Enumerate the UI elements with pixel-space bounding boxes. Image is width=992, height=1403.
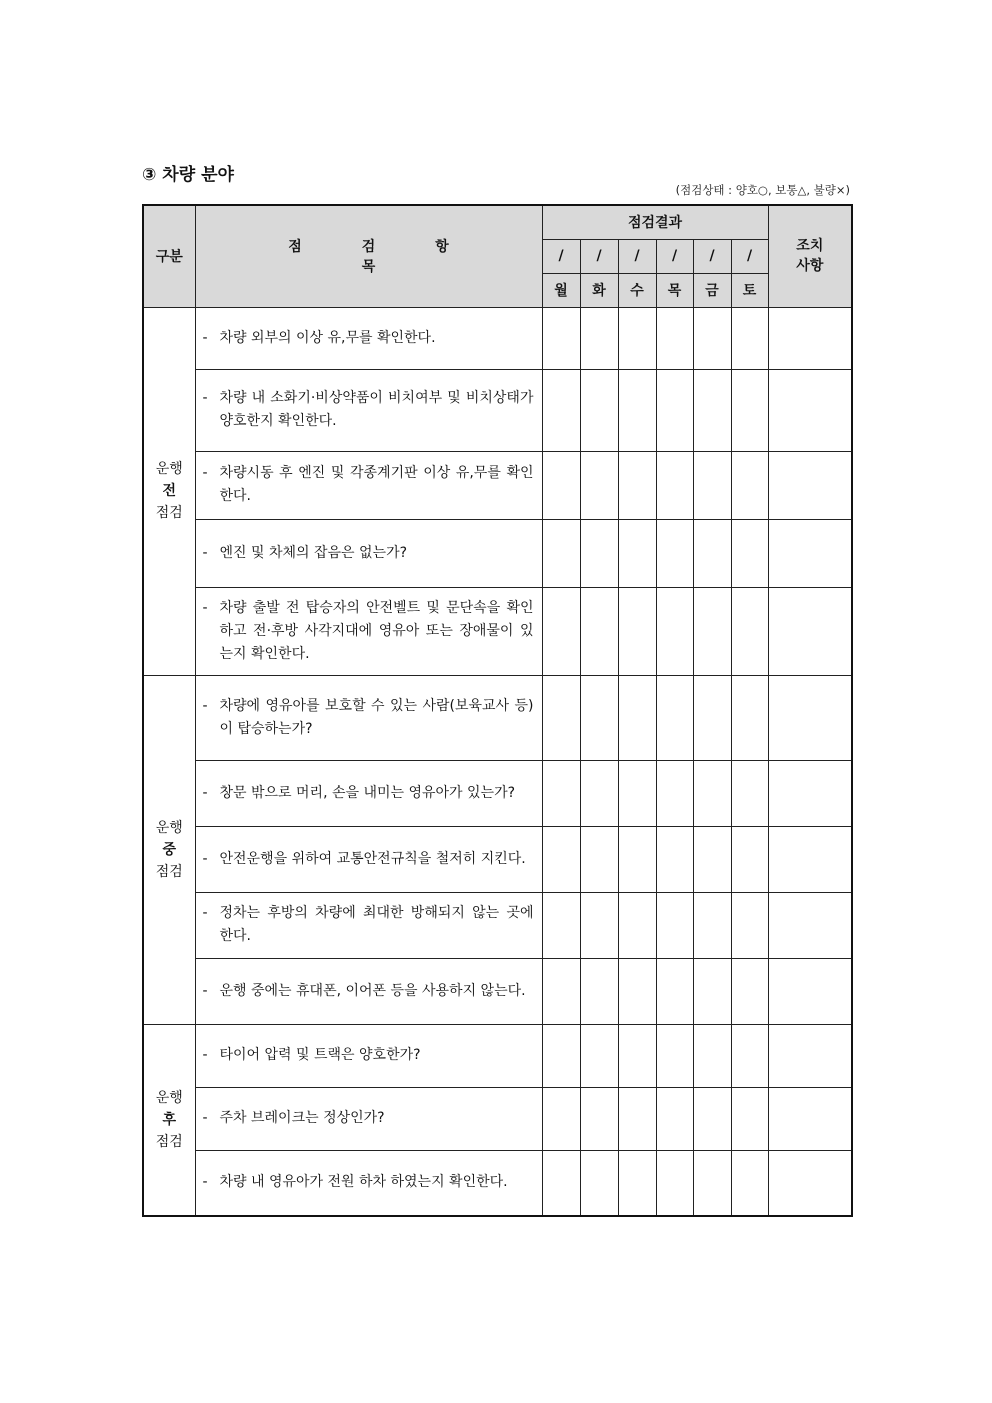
category-during-driving bbox=[143, 675, 195, 1024]
action-cell[interactable] bbox=[768, 307, 852, 369]
item-bullet: - bbox=[202, 390, 208, 406]
action-cell[interactable] bbox=[768, 1150, 852, 1216]
check-item bbox=[195, 587, 542, 675]
result-cell-sat[interactable] bbox=[731, 826, 768, 892]
result-cell-fri[interactable] bbox=[693, 519, 731, 587]
check-item bbox=[195, 892, 542, 958]
table-row bbox=[143, 519, 852, 587]
result-cell-mon[interactable] bbox=[542, 587, 580, 675]
result-cell-sat[interactable] bbox=[731, 675, 768, 760]
check-item bbox=[195, 675, 542, 760]
result-cell-fri[interactable] bbox=[693, 675, 731, 760]
check-item bbox=[195, 958, 542, 1024]
table-row bbox=[143, 760, 852, 826]
action-cell[interactable] bbox=[768, 826, 852, 892]
item-text: 차량 내 소화기·비상약품이 비치여부 및 비치상태가 양호한지 확인한다. bbox=[219, 390, 534, 429]
result-cell-sat[interactable] bbox=[731, 587, 768, 675]
result-cell-sat[interactable] bbox=[731, 307, 768, 369]
result-cell-sat[interactable] bbox=[731, 451, 768, 519]
result-cell-sat[interactable] bbox=[731, 1024, 768, 1087]
item-text: 차량 출발 전 탑승자의 안전벨트 및 문단속을 확인하고 전·후방 사각지대에 영유아 또는 장애물이 있는지 확인한다. bbox=[219, 599, 534, 662]
item-text: 타이어 압력 및 트랙은 양호한가? bbox=[219, 1047, 421, 1063]
check-item bbox=[195, 760, 542, 826]
item-text: 엔진 및 차체의 잡음은 없는가? bbox=[219, 544, 408, 561]
result-cell-fri[interactable] bbox=[693, 1024, 731, 1087]
result-cell-thu[interactable] bbox=[656, 760, 693, 826]
result-cell-sat[interactable] bbox=[731, 369, 768, 451]
result-cell-thu[interactable] bbox=[656, 826, 693, 892]
result-cell-mon[interactable] bbox=[542, 826, 580, 892]
action-cell[interactable] bbox=[768, 892, 852, 958]
item-bullet: - bbox=[202, 329, 208, 346]
result-cell-tue[interactable] bbox=[580, 1024, 618, 1087]
item-text: 차량시동 후 엔진 및 각종계기판 이상 유,무를 확인한다. bbox=[219, 465, 534, 504]
action-cell[interactable] bbox=[768, 451, 852, 519]
result-cell-thu[interactable] bbox=[656, 958, 693, 1024]
result-cell-thu[interactable] bbox=[656, 307, 693, 369]
date-cell-sat[interactable]: / bbox=[731, 239, 768, 273]
result-cell-fri[interactable] bbox=[693, 826, 731, 892]
category-label-mid: 중 bbox=[162, 841, 177, 858]
category-label-mid: 후 bbox=[162, 1111, 177, 1128]
table-row bbox=[143, 826, 852, 892]
result-cell-wed[interactable] bbox=[618, 760, 656, 826]
vehicle-checklist-table bbox=[142, 204, 853, 1217]
action-cell[interactable] bbox=[768, 1087, 852, 1150]
result-cell-wed[interactable] bbox=[618, 519, 656, 587]
item-bullet: - bbox=[202, 599, 208, 616]
result-cell-sat[interactable] bbox=[731, 519, 768, 587]
header-action-line1: 조치 bbox=[796, 238, 824, 255]
table-row bbox=[143, 958, 852, 1024]
result-cell-fri[interactable] bbox=[693, 892, 731, 958]
category-label-top: 운행 bbox=[155, 461, 183, 477]
result-cell-fri[interactable] bbox=[693, 1150, 731, 1216]
day-fri: 금 bbox=[693, 273, 731, 307]
item-bullet: - bbox=[202, 784, 208, 801]
result-cell-mon[interactable] bbox=[542, 675, 580, 760]
table-row bbox=[143, 675, 852, 760]
table-row bbox=[143, 451, 852, 519]
action-cell[interactable] bbox=[768, 369, 852, 451]
result-cell-wed[interactable] bbox=[618, 1024, 656, 1087]
day-mon: 월 bbox=[542, 273, 580, 307]
date-cell-tue[interactable]: / bbox=[580, 239, 618, 273]
day-sat: 토 bbox=[731, 273, 768, 307]
table-row bbox=[143, 369, 852, 451]
result-cell-tue[interactable] bbox=[580, 369, 618, 451]
result-cell-mon[interactable] bbox=[542, 307, 580, 369]
result-cell-wed[interactable] bbox=[618, 587, 656, 675]
result-cell-tue[interactable] bbox=[580, 760, 618, 826]
table-row bbox=[143, 1024, 852, 1087]
check-item bbox=[195, 1150, 542, 1216]
action-cell[interactable] bbox=[768, 1024, 852, 1087]
result-cell-wed[interactable] bbox=[618, 675, 656, 760]
item-text: 창문 밖으로 머리, 손을 내미는 영유아가 있는가? bbox=[219, 784, 516, 801]
check-item bbox=[195, 307, 542, 369]
category-label-bottom: 점검 bbox=[155, 1133, 183, 1150]
item-bullet: - bbox=[202, 1110, 208, 1126]
result-cell-mon[interactable] bbox=[542, 958, 580, 1024]
item-text: 차량 외부의 이상 유,무를 확인한다. bbox=[219, 329, 436, 346]
result-cell-mon[interactable] bbox=[542, 451, 580, 519]
day-thu: 목 bbox=[656, 273, 693, 307]
result-cell-sat[interactable] bbox=[731, 958, 768, 1024]
result-cell-tue[interactable] bbox=[580, 519, 618, 587]
result-cell-wed[interactable] bbox=[618, 892, 656, 958]
result-cell-wed[interactable] bbox=[618, 1150, 656, 1216]
category-label-bottom: 점검 bbox=[155, 863, 183, 880]
table-row bbox=[143, 1150, 852, 1216]
result-cell-tue[interactable] bbox=[580, 675, 618, 760]
result-cell-mon[interactable] bbox=[542, 1150, 580, 1216]
table-row bbox=[143, 587, 852, 675]
result-cell-wed[interactable] bbox=[618, 369, 656, 451]
category-before-driving bbox=[143, 307, 195, 675]
category-label-mid: 전 bbox=[162, 483, 177, 499]
result-cell-tue[interactable] bbox=[580, 892, 618, 958]
day-wed: 수 bbox=[618, 273, 656, 307]
item-bullet: - bbox=[202, 1047, 208, 1063]
result-cell-fri[interactable] bbox=[693, 451, 731, 519]
result-cell-mon[interactable] bbox=[542, 1087, 580, 1150]
header-action-line2: 사항 bbox=[796, 258, 824, 275]
category-label-bottom: 점검 bbox=[155, 505, 183, 521]
result-cell-thu[interactable] bbox=[656, 1087, 693, 1150]
item-bullet: - bbox=[202, 982, 208, 999]
item-bullet: - bbox=[202, 850, 208, 867]
status-legend: (점검상태 : 양호○, 보통△, 불량×) bbox=[675, 183, 850, 197]
day-tue: 화 bbox=[580, 273, 618, 307]
item-text: 차량 내 영유아가 전원 하차 하였는지 확인한다. bbox=[219, 1174, 508, 1191]
header-category: 구분 bbox=[143, 205, 195, 307]
date-cell-wed[interactable]: / bbox=[618, 239, 656, 273]
item-bullet: - bbox=[202, 905, 208, 921]
result-cell-mon[interactable] bbox=[542, 369, 580, 451]
action-cell[interactable] bbox=[768, 760, 852, 826]
result-cell-wed[interactable] bbox=[618, 1087, 656, 1150]
item-text: 주차 브레이크는 정상인가? bbox=[219, 1110, 385, 1126]
item-bullet: - bbox=[202, 697, 208, 714]
table-row bbox=[143, 307, 852, 369]
result-cell-tue[interactable] bbox=[580, 1150, 618, 1216]
result-cell-tue[interactable] bbox=[580, 587, 618, 675]
action-cell[interactable] bbox=[768, 675, 852, 760]
result-cell-thu[interactable] bbox=[656, 1150, 693, 1216]
check-item bbox=[195, 519, 542, 587]
result-cell-thu[interactable] bbox=[656, 892, 693, 958]
header-result: 점검결과 bbox=[542, 205, 768, 239]
check-item bbox=[195, 826, 542, 892]
date-cell-fri[interactable]: / bbox=[693, 239, 731, 273]
item-text: 정차는 후방의 차량에 최대한 방해되지 않는 곳에 한다. bbox=[219, 905, 534, 944]
item-bullet: - bbox=[202, 544, 208, 561]
date-cell-thu[interactable]: / bbox=[656, 239, 693, 273]
item-text: 안전운행을 위하여 교통안전규칙을 철저히 지킨다. bbox=[219, 850, 526, 867]
result-cell-fri[interactable] bbox=[693, 369, 731, 451]
result-cell-fri[interactable] bbox=[693, 1087, 731, 1150]
result-cell-tue[interactable] bbox=[580, 307, 618, 369]
result-cell-mon[interactable] bbox=[542, 519, 580, 587]
result-cell-thu[interactable] bbox=[656, 519, 693, 587]
result-cell-sat[interactable] bbox=[731, 892, 768, 958]
result-cell-thu[interactable] bbox=[656, 587, 693, 675]
item-bullet: - bbox=[202, 465, 208, 481]
category-after-driving bbox=[143, 1024, 195, 1216]
check-item bbox=[195, 1087, 542, 1150]
check-item bbox=[195, 1024, 542, 1087]
section-title: ③ 차량 분야 bbox=[142, 165, 234, 185]
item-bullet: - bbox=[202, 1174, 208, 1191]
check-item bbox=[195, 451, 542, 519]
action-cell[interactable] bbox=[768, 958, 852, 1024]
date-cell-mon[interactable]: / bbox=[542, 239, 580, 273]
table-row bbox=[143, 892, 852, 958]
action-cell[interactable] bbox=[768, 519, 852, 587]
result-cell-fri[interactable] bbox=[693, 760, 731, 826]
result-cell-mon[interactable] bbox=[542, 760, 580, 826]
result-cell-tue[interactable] bbox=[580, 826, 618, 892]
result-cell-thu[interactable] bbox=[656, 675, 693, 760]
result-cell-wed[interactable] bbox=[618, 451, 656, 519]
result-cell-wed[interactable] bbox=[618, 307, 656, 369]
result-cell-fri[interactable] bbox=[693, 587, 731, 675]
result-cell-tue[interactable] bbox=[580, 451, 618, 519]
result-cell-tue[interactable] bbox=[580, 958, 618, 1024]
header-item: 점검항목 bbox=[195, 205, 542, 307]
item-text: 차량에 영유아를 보호할 수 있는 사람(보육교사 등)이 탑승하는가? bbox=[219, 697, 534, 737]
action-cell[interactable] bbox=[768, 587, 852, 675]
table-row bbox=[143, 1087, 852, 1150]
result-cell-wed[interactable] bbox=[618, 826, 656, 892]
result-cell-tue[interactable] bbox=[580, 1087, 618, 1150]
result-cell-sat[interactable] bbox=[731, 1150, 768, 1216]
result-cell-mon[interactable] bbox=[542, 1024, 580, 1087]
item-text: 운행 중에는 휴대폰, 이어폰 등을 사용하지 않는다. bbox=[219, 982, 526, 999]
result-cell-sat[interactable] bbox=[731, 1087, 768, 1150]
result-cell-sat[interactable] bbox=[731, 760, 768, 826]
result-cell-fri[interactable] bbox=[693, 307, 731, 369]
header-action bbox=[768, 205, 852, 307]
result-cell-thu[interactable] bbox=[656, 369, 693, 451]
result-cell-thu[interactable] bbox=[656, 451, 693, 519]
result-cell-fri[interactable] bbox=[693, 958, 731, 1024]
check-item bbox=[195, 369, 542, 451]
category-label-top: 운행 bbox=[155, 819, 183, 836]
result-cell-mon[interactable] bbox=[542, 892, 580, 958]
category-label-top: 운행 bbox=[155, 1089, 183, 1106]
result-cell-wed[interactable] bbox=[618, 958, 656, 1024]
result-cell-thu[interactable] bbox=[656, 1024, 693, 1087]
